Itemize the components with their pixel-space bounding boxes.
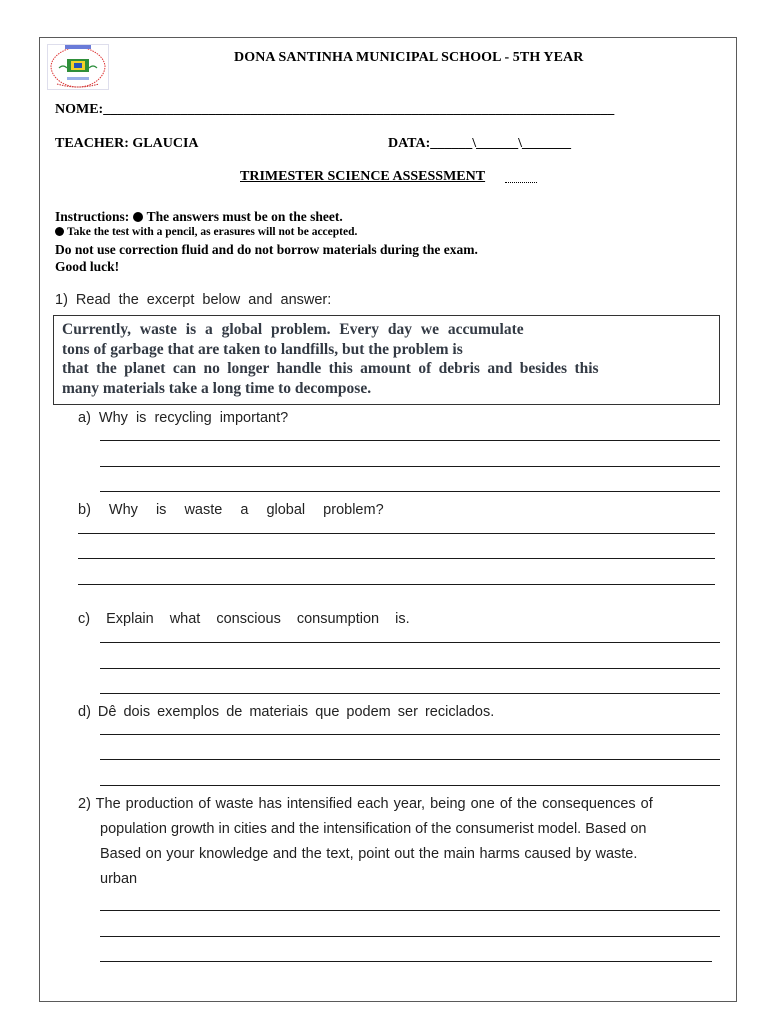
name-field-label: NOME:_________________________________________________________________________: [55, 102, 615, 117]
teacher-label: TEACHER: GLAUCIA: [55, 136, 199, 151]
school-title: DONA SANTINHA MUNICIPAL SCHOOL - 5TH YEAR: [234, 50, 584, 65]
answer-line[interactable]: [100, 440, 720, 441]
answer-line[interactable]: [100, 734, 720, 735]
answer-line[interactable]: [100, 785, 720, 786]
answer-line[interactable]: [100, 936, 720, 937]
question-2-line: urban: [100, 871, 138, 887]
answer-line[interactable]: [100, 466, 720, 467]
answer-line[interactable]: [78, 533, 715, 534]
question-1b: b) Why is waste a global problem?: [78, 502, 384, 518]
instructions-text-1: The answers must be on the sheet.: [146, 209, 343, 224]
answer-line[interactable]: [100, 642, 720, 643]
assessment-title: TRIMESTER SCIENCE ASSESSMENT: [240, 169, 486, 184]
question-1-prompt: 1) Read the excerpt below and answer:: [55, 292, 332, 308]
answer-line[interactable]: [100, 668, 720, 669]
instructions-line-1: [55, 209, 343, 225]
excerpt-box: [53, 315, 720, 405]
bullet-icon: [55, 227, 64, 236]
bullet-icon: [133, 212, 143, 222]
instructions-label: Instructions:: [55, 209, 130, 224]
excerpt-line: Currently, waste is a global problem. Every day we accumulate: [62, 321, 524, 338]
answer-line[interactable]: [100, 759, 720, 760]
question-2-line: 2) The production of waste has intensified each year, being one of the consequences of: [78, 796, 653, 812]
answer-line[interactable]: [100, 491, 720, 492]
instructions-line-4: Good luck!: [55, 259, 120, 274]
answer-line[interactable]: [100, 961, 712, 962]
question-1d: d) Dê dois exemplos de materiais que podem ser reciclados.: [78, 704, 495, 720]
question-2-line: population growth in cities and the intensification of the consumerist model. Based on: [100, 821, 647, 837]
question-1a: a) Why is recycling important?: [78, 410, 289, 426]
title-dotted-underline: [505, 182, 537, 183]
answer-line[interactable]: [78, 558, 715, 559]
answer-line[interactable]: [78, 584, 715, 585]
instructions-text-2: Take the test with a pencil, as erasures will not be accepted.: [67, 226, 358, 238]
instructions-line-3: Do not use correction fluid and do not borrow materials during the exam.: [55, 242, 478, 257]
answer-line[interactable]: [100, 693, 720, 694]
instructions-line-2: [55, 226, 357, 238]
excerpt-line: that the planet can no longer handle this amount of debris and besides this: [62, 360, 599, 377]
excerpt-line: tons of garbage that are taken to landfills, but the problem is: [62, 341, 463, 358]
date-field-label: DATA:______\______\_______: [388, 136, 572, 151]
school-logo: [47, 44, 109, 90]
excerpt-line: many materials take a long time to decompose.: [62, 380, 372, 397]
question-1c: c) Explain what conscious consumption is.: [78, 611, 410, 627]
answer-line[interactable]: [100, 910, 720, 911]
question-2-line: Based on your knowledge and the text, point out the main harms caused by waste.: [100, 846, 638, 862]
